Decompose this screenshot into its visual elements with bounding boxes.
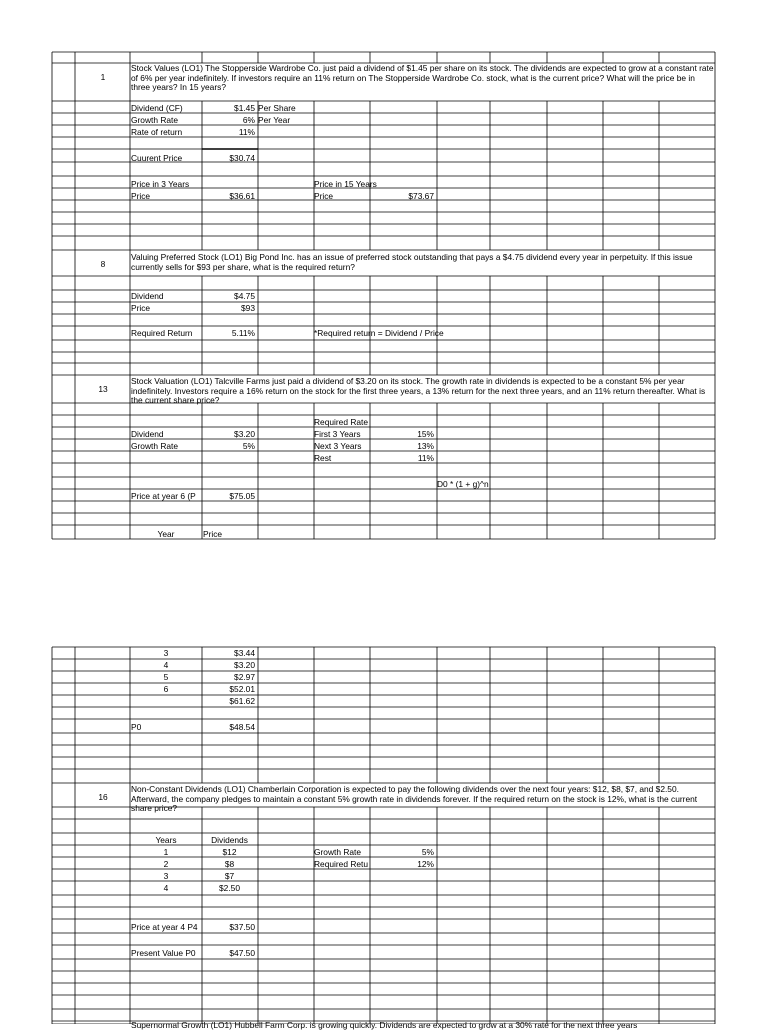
q13-year-header: Year	[157, 529, 175, 539]
q16-required-label: Required Retu	[314, 859, 369, 869]
q8-dividend-value: $4.75	[234, 291, 255, 301]
q13-price-5: $2.97	[234, 672, 255, 682]
q16-required-value: 12%	[417, 859, 434, 869]
q16-year-1: 1	[163, 847, 169, 857]
q13-rate-label-3: Rest	[314, 453, 332, 463]
q1-price15-header: Price in 15 Years	[314, 179, 377, 189]
q13-growth-value: 5%	[242, 441, 255, 451]
q13-year-4: 4	[163, 660, 169, 670]
q1-growth-label: Growth Rate	[131, 115, 179, 125]
question-number-13: 13	[98, 384, 108, 394]
q13-price-year6-label: Price at year 6 (P	[131, 491, 196, 501]
q13-price-4: $3.20	[234, 660, 255, 670]
q8-price-label: Price	[131, 303, 151, 313]
q13-price-year6-value: $75.05	[229, 491, 255, 501]
q1-growth-unit: Per Year	[258, 115, 291, 125]
q13-growth-label: Growth Rate	[131, 441, 179, 451]
q16-year-2: 2	[163, 859, 169, 869]
q13-year-5: 5	[163, 672, 169, 682]
q16-price-year4-label: Price at year 4 P4	[131, 922, 198, 932]
q16-dividend-4: $2.50	[219, 883, 240, 893]
q1-rate-label: Rate of return	[131, 127, 183, 137]
q1-current-price-label: Cuurent Price	[131, 153, 183, 163]
q1-growth-value: 6%	[242, 115, 255, 125]
next-question-cut-text: Supernormal Growth (LO1) Hubbell Farm Corp. is growing quickly. Dividends are expected to grow at a 30% rate for the next three years	[131, 1020, 638, 1030]
question-1-text: Stock Values (LO1) The Stopperside Wardrobe Co. just paid a dividend of $1.45 per share on its stock. The dividends are expected to grow at a constant rate of 6% per year indefinitely. If investors require an 11% return on The Stopperside Wardrobe Co. stock, what is the current price? What will the price be in three years? In 15 years?	[131, 63, 714, 93]
q13-rate-value-3: 11%	[417, 453, 434, 463]
q1-price15-label: Price	[314, 191, 334, 201]
q13-growth-formula: D0 * (1 + g)^n	[437, 479, 489, 489]
q16-pv-value: $47.50	[229, 948, 255, 958]
q16-year-3: 3	[163, 871, 169, 881]
q16-price-year4-value: $37.50	[229, 922, 255, 932]
q13-year-3: 3	[163, 648, 169, 658]
q13-rate-value-1: 15%	[417, 429, 434, 439]
q1-price3-label: Price	[131, 191, 151, 201]
q16-dividend-2: $8	[224, 859, 235, 869]
question-13-text: Stock Valuation (LO1) Talcville Farms just paid a dividend of $3.20 on its stock. The growth rate in dividends is expected to be a constant 5% per year indefinitely. Investors require a 16% return on the stock for the first three years, a 13% return for the next three years, and an 11% return thereafter. What is the current share price?	[131, 376, 706, 406]
q13-dividend-label: Dividend	[131, 429, 164, 439]
q1-price3-value: $36.61	[229, 191, 255, 201]
q13-p0-value: $48.54	[229, 722, 255, 732]
q16-pv-label: Present Value P0	[131, 948, 196, 958]
q8-required-return-label: Required Return	[131, 328, 193, 338]
q1-price15-value: $73.67	[408, 191, 434, 201]
q8-formula-note: *Required return = Dividend / Price	[314, 328, 444, 338]
q13-price-total: $61.62	[229, 696, 255, 706]
q1-dividend-label: Dividend (CF)	[131, 103, 183, 113]
q13-year-6: 6	[163, 684, 169, 694]
q13-price-6: $52.01	[229, 684, 255, 694]
q16-dividends-header: Dividends	[211, 835, 248, 845]
question-number-1: 1	[100, 72, 106, 82]
q8-dividend-label: Dividend	[131, 291, 164, 301]
question-number-8: 8	[100, 259, 106, 269]
q13-rate-label-2: Next 3 Years	[314, 441, 362, 451]
q1-dividend-value: $1.45	[234, 103, 255, 113]
q13-p0-label: P0	[131, 722, 142, 732]
q16-year-4: 4	[163, 883, 169, 893]
q16-growth-value: 5%	[421, 847, 434, 857]
q8-price-value: $93	[241, 303, 255, 313]
question-number-16: 16	[98, 792, 108, 802]
q13-rate-value-2: 13%	[417, 441, 434, 451]
q13-required-rate-header: Required Rate	[314, 417, 369, 427]
q1-price3-header: Price in 3 Years	[131, 179, 190, 189]
question-16-text: Non-Constant Dividends (LO1) Chamberlain Corporation is expected to pay the following dividends over the next four years: $12, $8, $7, and $2.50. Afterward, the company pledges to maintain a constant 5% growth rate in dividends forever. If the required return on the stock is 12%, what is the current share price?	[131, 784, 698, 814]
q16-dividend-1: $12	[222, 847, 237, 857]
question-8-text: Valuing Preferred Stock (LO1) Big Pond Inc. has an issue of preferred stock outstanding that pays a $4.75 dividend every year in perpetuity. If this issue currently sells for $93 per share, what is the required return?	[131, 252, 693, 272]
q13-price-header: Price	[203, 529, 223, 539]
q1-dividend-unit: Per Share	[258, 103, 296, 113]
q13-dividend-value: $3.20	[234, 429, 255, 439]
q13-price-3: $3.44	[234, 648, 255, 658]
q16-dividend-3: $7	[224, 871, 235, 881]
q16-years-header: Years	[155, 835, 177, 845]
q1-current-price-value: $30.74	[229, 153, 255, 163]
q16-growth-label: Growth Rate	[314, 847, 362, 857]
q13-rate-label-1: First 3 Years	[314, 429, 361, 439]
q1-rate-value: 11%	[238, 127, 255, 137]
q8-required-return-value: 5.11%	[231, 328, 255, 338]
